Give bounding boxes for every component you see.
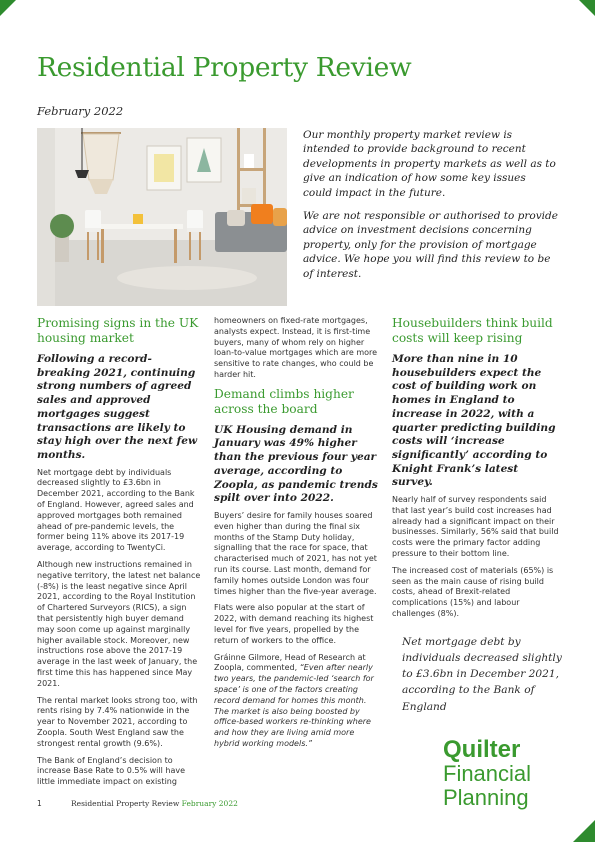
column-uk-housing-market — [37, 316, 202, 794]
disclaimer-paragraph: We are not responsible or authorised to provide advice on investment decisions concerning property, only for the provision of mortgage advice. We hope you will find this review to be of interest. — [303, 210, 558, 280]
footer-title: Residential Property Review — [71, 799, 180, 808]
page-number: 1 — [37, 799, 42, 808]
section-body — [37, 468, 202, 788]
body-paragraph: Nearly half of survey respondents said that last year’s build cost increases had already had a significant impact on their businesses. Similarly, 56% said that build costs were the primary factor adding pressure to their bottom line. — [392, 495, 559, 559]
intro-block — [303, 128, 558, 290]
body-paragraph: The Bank of England’s decision to increase Base Rate to 0.5% will have little immediate impact on existing — [37, 755, 185, 787]
body-paragraph: homeowners on fixed-rate mortgages, analysts expect. Instead, it is first-time buyers, many of whom rely on higher loan-to-value mortgages which are more sensitive to rate changes, who could be harder hit. — [214, 316, 378, 379]
section-lead: Following a record-breaking 2021, continuing strong numbers of agreed sales and approved mortgages suggest transactions are likely to stay high over the next few months. — [37, 353, 198, 461]
body-paragraph: Although new instructions remained in negative territory, the latest net balance (-8%) is the least negative since April 2021, according to the Royal Institution of Chartered Surveyors (RICS), a sign that persistently high buyer demand may soon come up against marginally higher available stock. Moreover, new instructions rose above the 2017-19 average in the last week of January, the first time this has happened since May 2021. — [37, 560, 201, 688]
intro-paragraph: Our monthly property market review is intended to provide background to recent developments in property markets as well as to give an indication of how some key issues could impact in the future. — [303, 129, 556, 199]
logo-line-2: Financial — [443, 761, 532, 786]
page-footer — [37, 799, 238, 808]
body-paragraph: Net mortgage debt by individuals decreased slightly to £3.6bn in December 2021, according to the Bank of England. However, agreed sales and approved mortgages both remained ahead of pre-pandemic levels, the former being 11% above its 2017-19 average, according to TwentyCi. — [37, 467, 195, 553]
section-body-continued — [214, 316, 379, 381]
quote-attribution: Gráinne Gilmore, Head of Research at Zoopla, commented, — [214, 652, 366, 673]
section-body — [214, 511, 379, 750]
quilter-logo — [443, 738, 531, 810]
page-title: Residential Property Review — [37, 52, 412, 83]
quote-paragraph — [214, 653, 379, 750]
issue-date: February 2022 — [37, 104, 124, 118]
section-heading-demand: Demand climbs higher across the board — [214, 386, 354, 416]
corner-triangle-top-left — [0, 0, 16, 16]
body-paragraph: The rental market looks strong too, with rents rising by 7.4% nationwide in the year to November 2021, according to Zoopla. South West England saw the strongest rental growth (9.6%). — [37, 695, 198, 748]
column-housebuilders — [392, 316, 562, 715]
section-heading-housebuilders: Housebuilders think build costs will keep rising — [392, 316, 553, 345]
section-heading-uk-housing-market: Promising signs in the UK housing market — [37, 316, 199, 345]
body-paragraph: The increased cost of materials (65%) is seen as the main cause of rising build costs, ahead of Brexit-related complications (15%) and labour challenges (8%). — [392, 565, 554, 618]
section-lead: More than nine in 10 housebuilders expect the cost of building work on homes in England to increase in 2022, with a quarter predicting building costs will ‘increase significantly’ according to Knight Frank’s latest survey. — [392, 353, 556, 489]
section-lead: UK Housing demand in January was 49% higher than the previous four year average, according to Zoopla, as pandemic trends spilt over into 2022. — [214, 423, 378, 505]
logo-line-3: Planning — [443, 785, 529, 810]
dining-room-photo — [37, 128, 287, 306]
pull-quote: Net mortgage debt by individuals decreased slightly to £3.6bn in December 2021, according to the Bank of England — [402, 635, 562, 713]
body-paragraph: Flats were also popular at the start of 2022, with demand reaching its highest level for five years, propelled by the return of workers to the office. — [214, 603, 374, 645]
quote-text: “Even after nearly two years, the pandemic-led ‘search for space’ is one of the factors creating record demand for homes this month. The market is also being boosted by office-based workers re-thinking where and how they are living amid more hybrid working models.” — [214, 663, 374, 748]
column-demand — [214, 316, 379, 756]
corner-triangle-top-right — [579, 0, 595, 16]
body-paragraph: Buyers’ desire for family houses soared even higher than during the final six months of the Stamp Duty holiday, signalling that the race for space, that characterised much of 2021, has not yet run its course. Last month, demand for family homes outside London was four times higher than the five-year average. — [214, 511, 377, 596]
footer-date: February 2022 — [181, 799, 238, 808]
corner-triangle-bottom-right — [573, 820, 595, 842]
logo-line-1: Quilter — [443, 736, 521, 763]
section-body — [392, 495, 562, 620]
